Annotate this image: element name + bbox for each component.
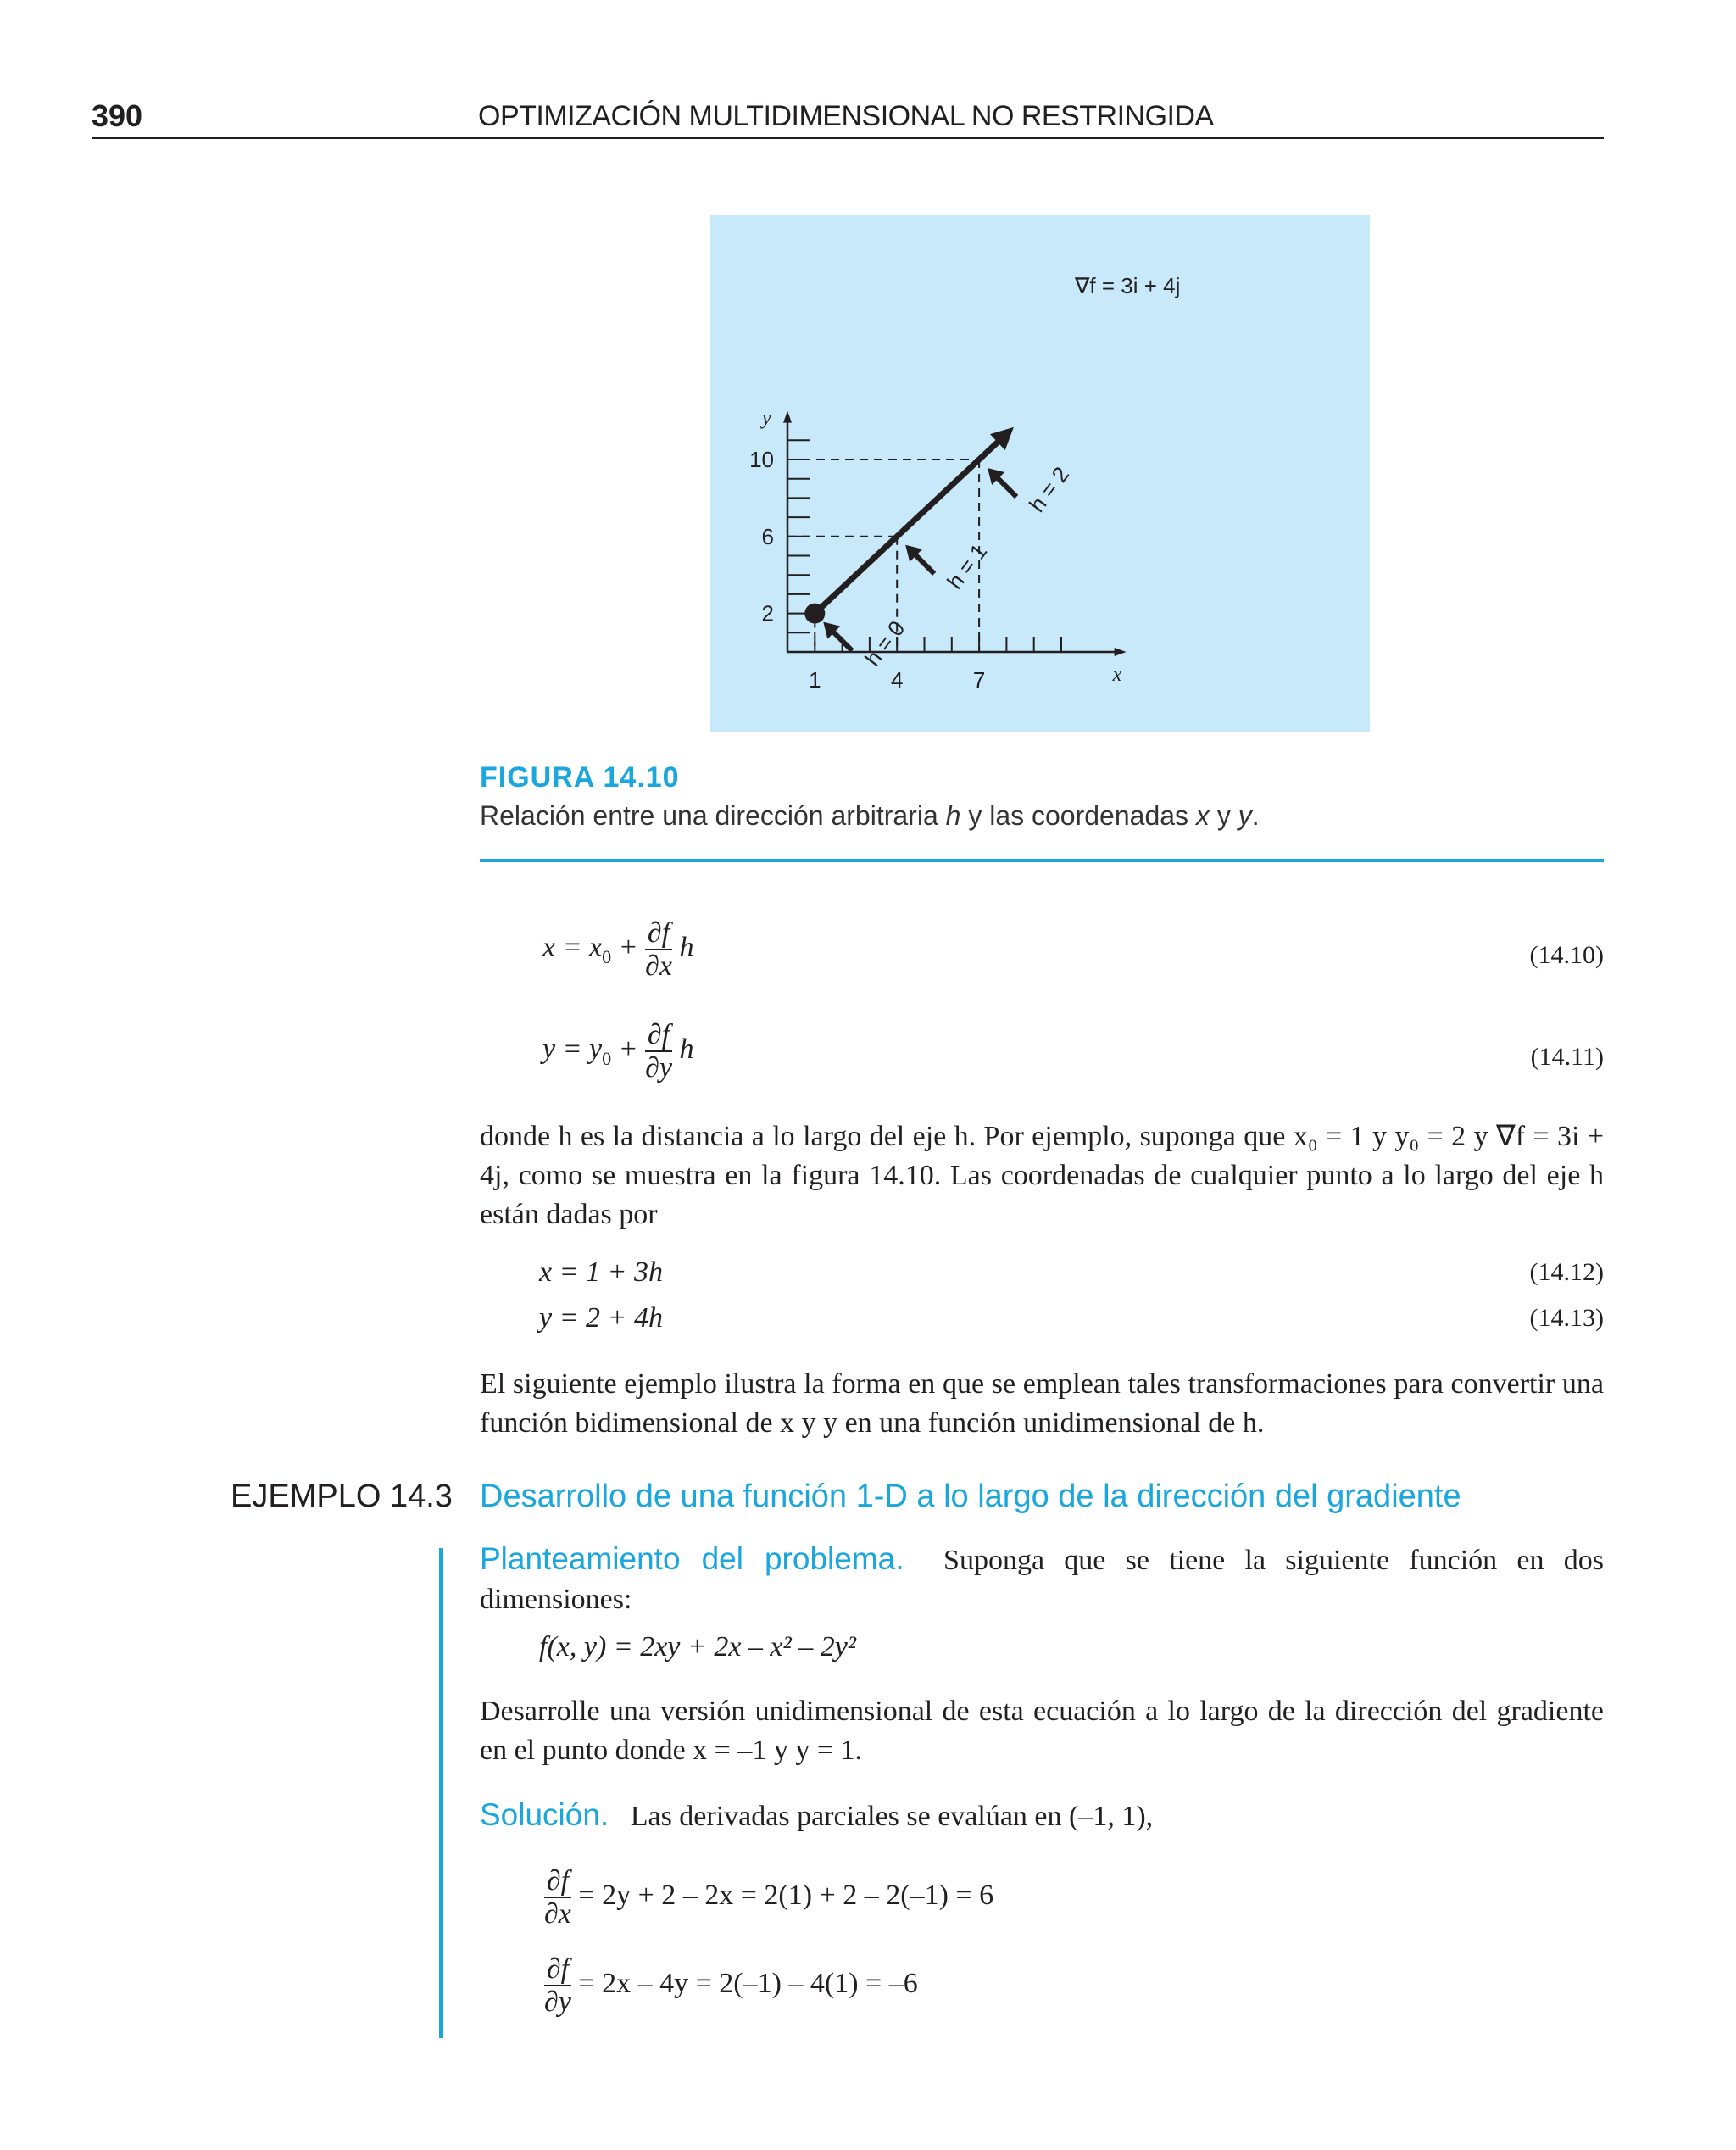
x-tick-label: 1 — [809, 667, 821, 693]
frac-den: ∂y — [544, 1986, 571, 2019]
equation-number: (14.13) — [1529, 1304, 1604, 1332]
equation-number: (14.10) — [1529, 941, 1604, 969]
figure-panel — [710, 215, 1370, 732]
example-label: EJEMPLO 14.3 — [231, 1479, 453, 1514]
example-bar — [439, 1548, 443, 2038]
problem-text: Suponga que se tiene la siguiente función en dos dimensiones: — [480, 1545, 1604, 1615]
figure-caption — [480, 800, 1260, 832]
task-text: Desarrolle una versión unidimensional de esta ecuación a lo largo de la dirección del gradiente en el punto donde x = –1 y y = 1. — [480, 1696, 1604, 1766]
chart-axes — [749, 408, 1127, 693]
caption-text: . — [1251, 800, 1260, 831]
frac-num: ∂f — [645, 917, 672, 950]
equation-number: (14.11) — [1530, 1043, 1604, 1071]
frac-num: ∂f — [544, 1953, 571, 1986]
body-paragraph: El siguiente ejemplo ilustra la forma en que se emplean tales transformaciones para convertir una función bidimensional de x y y en una función unidimensional de h. — [480, 1368, 1604, 1439]
problem-heading: Planteamiento del problema. — [480, 1541, 904, 1576]
problem-statement — [480, 1540, 1604, 1619]
chart-marks — [787, 427, 1074, 671]
x-tick-label: 4 — [890, 667, 904, 693]
h-label: h = 2 — [1023, 461, 1075, 517]
eq-tail: h — [671, 1033, 694, 1066]
gradient-label: ∇f = 3i + 4j — [1075, 273, 1181, 298]
caption-var: x — [1195, 800, 1210, 831]
equation-14-10 — [542, 917, 693, 983]
body-paragraph: donde h es la distancia a lo largo del eje h. Por ejemplo, suponga que x₀ = 1 y y₀ = 2 y ∇f = 3i + 4j, como se muestra en la figura 14.10. Las coordenadas de cualquier punto a lo largo del eje h están dadas por — [480, 1121, 1604, 1230]
solution-heading: Solución. — [480, 1797, 609, 1832]
figure-rule — [480, 859, 1604, 862]
x-axis-arrowhead — [1115, 648, 1127, 656]
caption-text: y — [1209, 800, 1238, 831]
eq-fraction — [645, 917, 672, 983]
frac-num: ∂f — [544, 1865, 571, 1898]
eq-rhs: = 2y + 2 – 2x = 2(1) + 2 – 2(–1) = 6 — [578, 1880, 994, 1912]
equation-14-11 — [542, 1019, 693, 1084]
eq-op: + — [611, 1033, 646, 1066]
page-number: 390 — [92, 98, 143, 133]
caption-text: y las coordenadas — [960, 800, 1196, 831]
eq-sub: 0 — [602, 945, 612, 967]
running-head: OPTIMIZACIÓN MULTIDIMENSIONAL NO RESTRINGIDA — [478, 100, 1214, 132]
origin-point — [804, 604, 825, 624]
frac-den: ∂x — [544, 1898, 571, 1930]
eq-sub: 0 — [602, 1047, 612, 1069]
example-title: Desarrollo de una función 1-D a lo largo de la dirección del gradiente — [480, 1479, 1461, 1514]
partial-x — [544, 1865, 993, 1930]
equation-14-13: y = 2 + 4h — [539, 1302, 663, 1334]
equation-number: (14.12) — [1529, 1258, 1604, 1286]
frac-den: ∂y — [645, 1052, 672, 1084]
equation-14-12: x = 1 + 3h — [539, 1256, 663, 1288]
header-rule — [92, 137, 1604, 139]
partial-y — [544, 1953, 918, 2019]
eq-op: + — [611, 932, 646, 964]
frac-den: ∂x — [645, 950, 672, 983]
eq-rhs: = 2x – 4y = 2(–1) – 4(1) = –6 — [578, 1968, 918, 2000]
frac-num: ∂f — [645, 1019, 672, 1052]
figure-title: FIGURA 14.10 — [480, 761, 680, 794]
eq-fraction — [544, 1953, 571, 2019]
function-definition: f(x, y) = 2xy + 2x – x² – 2y² — [539, 1631, 856, 1663]
caption-var: h — [945, 800, 961, 831]
solution-line — [480, 1796, 1604, 1836]
solution-text: Las derivadas parciales se evalúan en (–1, 1), — [630, 1801, 1154, 1832]
caption-var: y — [1238, 800, 1252, 831]
eq-fraction — [645, 1019, 672, 1084]
eq-tail: h — [671, 932, 694, 964]
figure-chart — [710, 215, 1370, 732]
y-axis-arrowhead — [783, 411, 792, 423]
y-tick-label: 6 — [761, 523, 774, 549]
x-axis-label: x — [1112, 664, 1122, 686]
eq-fraction — [544, 1865, 571, 1930]
h-label: h = 1 — [942, 538, 993, 594]
h-label: h = 0 — [860, 615, 910, 671]
caption-text: Relación entre una dirección arbitraria — [480, 800, 946, 831]
eq-lhs: x = x — [542, 932, 603, 964]
y-axis-label: y — [762, 407, 771, 430]
eq-lhs: y = y — [542, 1033, 603, 1066]
y-tick-label: 2 — [761, 600, 774, 627]
x-tick-label: 7 — [972, 667, 986, 693]
y-tick-label: 10 — [749, 447, 774, 472]
gradient-line — [815, 437, 1004, 614]
